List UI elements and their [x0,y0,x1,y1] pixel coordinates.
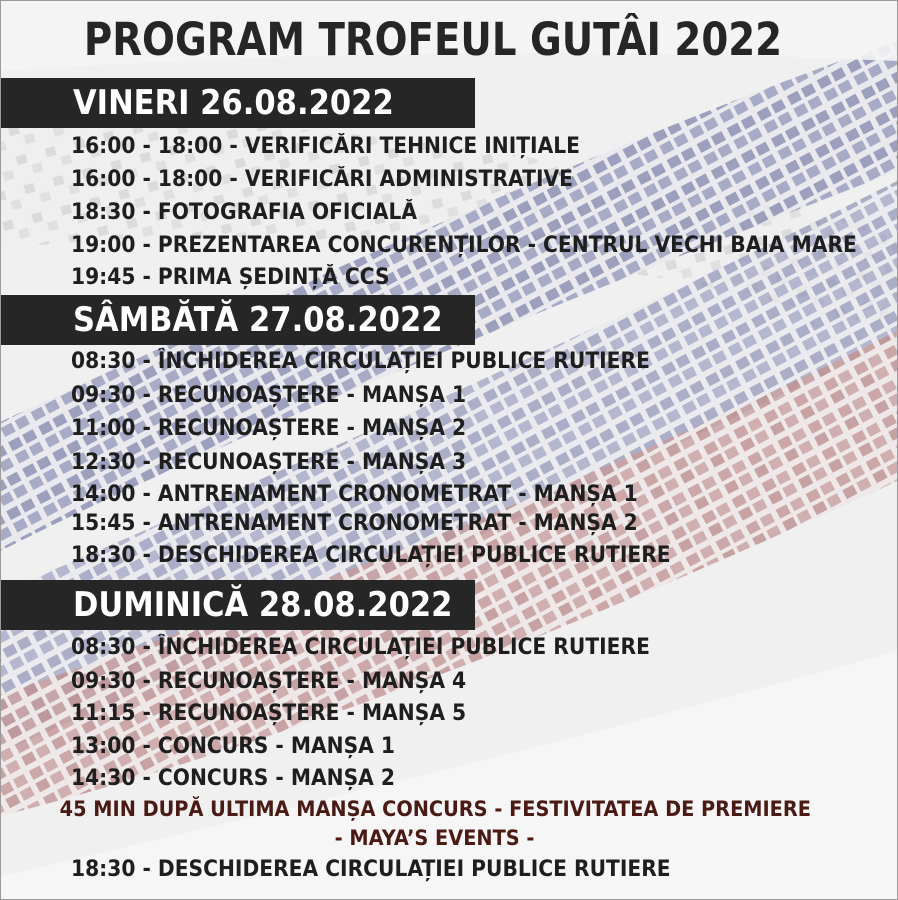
award-ceremony-line: 45 MIN DUPĂ ULTIMA MANȘA CONCURS - FESTIVITATEA DE PREMIERE [59,797,811,821]
schedule-item: 19:45 - PRIMA ȘEDINȚĂ CCS [71,265,390,290]
schedule-item: 14:30 - CONCURS - MANȘA 2 [71,766,395,791]
schedule-item: 14:00 - ANTRENAMENT CRONOMETRAT - MANȘA 1 [71,482,638,507]
schedule-item-final: 18:30 - DESCHIDEREA CIRCULAȚIEI PUBLICE RUTIERE [71,857,671,882]
schedule-item: 19:00 - PREZENTAREA CONCURENȚILOR - CENTRUL VECHI BAIA MARE [71,233,857,258]
schedule-item: 16:00 - 18:00 - VERIFICĂRI ADMINISTRATIVE [71,167,573,192]
schedule-item: 12:30 - RECUNOAȘTERE - MANȘA 3 [71,450,467,475]
day-heading-sunday [1,580,475,630]
schedule-item: 08:30 - ÎNCHIDEREA CIRCULAȚIEI PUBLICE RUTIERE [71,635,650,660]
schedule-item: 15:45 - ANTRENAMENT CRONOMETRAT - MANȘA 2 [71,511,638,536]
day-heading-text: DUMINICĂ 28.08.2022 [73,585,453,625]
poster-title: PROGRAM TROFEUL GUTÂI 2022 [83,13,783,66]
schedule-item: 09:30 - RECUNOAȘTERE - MANȘA 4 [71,669,467,694]
schedule-item: 09:30 - RECUNOAȘTERE - MANȘA 1 [71,383,467,408]
schedule-item: 13:00 - CONCURS - MANȘA 1 [71,734,395,759]
schedule-item: 16:00 - 18:00 - VERIFICĂRI TEHNICE INIȚIALE [71,134,580,159]
schedule-item: 18:30 - FOTOGRAFIA OFICIALĂ [71,200,418,225]
day-heading-saturday [1,295,475,345]
day-heading-text: SÂMBĂTĂ 27.08.2022 [73,300,443,340]
schedule-item: 08:30 - ÎNCHIDEREA CIRCULAȚIEI PUBLICE RUTIERE [71,349,650,374]
schedule-item: 18:30 - DESCHIDEREA CIRCULAȚIEI PUBLICE RUTIERE [71,543,671,568]
day-heading-text: VINERI 26.08.2022 [73,83,394,123]
award-organizer-line: - MAYA’S EVENTS - [335,826,535,850]
schedule-item: 11:00 - RECUNOAȘTERE - MANȘA 2 [71,416,467,441]
schedule-item: 11:15 - RECUNOAȘTERE - MANȘA 5 [71,701,467,726]
day-heading-friday [1,78,475,128]
